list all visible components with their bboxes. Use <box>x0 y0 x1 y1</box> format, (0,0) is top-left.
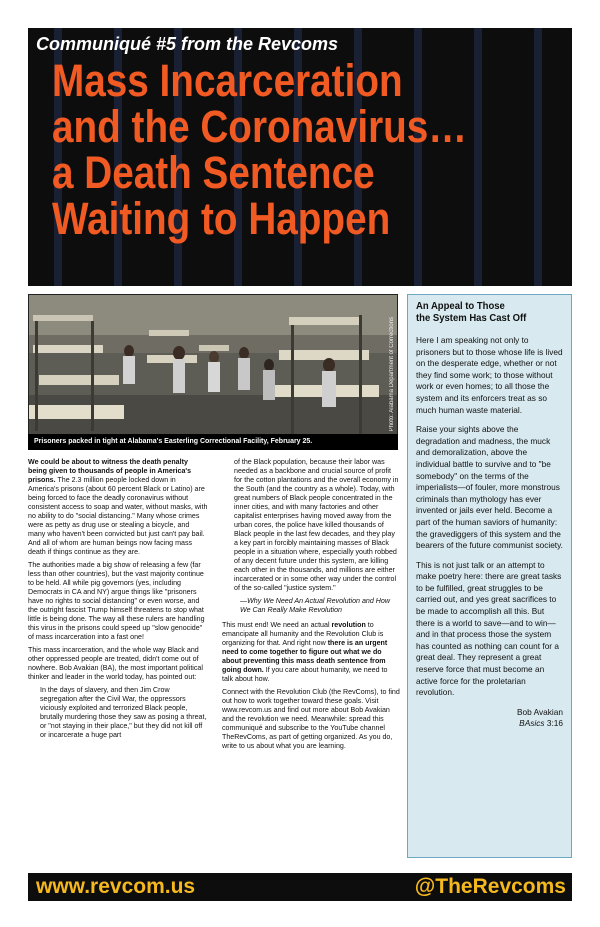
sidebar-source: BAsics 3:16 <box>519 717 563 728</box>
main-headline <box>52 55 499 244</box>
article-paragraph-4: This must end! We need an actual revolution to emancipate all humanity and the Revolution Club is organizing for that. And right now there is an urgent need to come together to figure out what we do about preventing this mass death sentence from going down. If you care about humanity, we need to talk about how. <box>222 621 388 683</box>
footer-bar <box>28 873 572 901</box>
headline-line-3: a Death Sentence <box>52 147 375 198</box>
article-column-2 <box>222 458 400 755</box>
article-paragraph-1: We could be about to witness the death penalty being given to thousands of people in America's prisons. The 2.3 million people locked down in America's prisons (about 60 percent Black or Latino) are being forced to face the deadly coronavirus without consistent access to soap and water, without masks, with no ability to do "social distancing." Many whose crimes were as petty as drug use or stealing a bicycle, and many who haven't been convicted but just can't pay bail. And all of whom are human beings now facing mass death if things continue as they are. <box>28 458 208 556</box>
prison-dormitory-image <box>29 295 398 450</box>
social-handle[interactable]: @TheRevcoms <box>414 875 566 898</box>
lead-sentence: We could be about to witness the death penalty being given to thousands of people in America's prisons. <box>28 458 192 484</box>
appeal-sidebar <box>407 294 572 858</box>
masthead-banner <box>28 28 572 286</box>
sidebar-paragraph-2: Raise your sights above the degradation and madness, the muck and demoralization, above the individual battle to survive and to "be somebody" on the terms of the imperialists—of fouler, more monstrous criminals than mythology has ever invented or jails ever held. Become a part of the human saviors of humanity: the gravediggers of this system and the bearers of the future communist society. <box>416 424 563 551</box>
prison-photo <box>28 294 398 450</box>
block-quote-part-2: of the Black population, because their labor was needed as a backbone and crucial source of profit for the cotton plantations and the overall economy in the South (and the country as a whole). Today, with great numbers of Black people concentrated in the inner cities, and with many factories and other capitalist enterprises having moved away from the urban cores, the police have killed thousands of Black people in the last few decades, and they play a key part in forcibly maintaining masses of Black people in a situation where, especially youth robbed of any decent future under this system, are killing each other in the thousands, and millions are either incarcerated or in some other way under the control of the so-called "justice system." <box>234 458 399 592</box>
block-quote-part-1: In the days of slavery, and then Jim Crow segregation after the Civil War, the oppressors viciously exploited and terrorized Black people, brutally murdering those they saw as posing a threat, or "not staying in their place," but they did not kill off or incarcerate a huge part <box>40 686 207 739</box>
photo-credit: Photo: Alabama Department of Corrections <box>389 317 395 432</box>
photo-caption: Prisoners packed in tight at Alabama's Easterling Correctional Facility, February 25. <box>28 434 398 450</box>
sidebar-paragraph-3: This is not just talk or an attempt to make poetry here: there are great tasks to be fulfilled, great struggles to be carried out, and yes great sacrifices to be made to accomplish all this. But there is a world to save—and to win—and in that process those the system has counted as nothing can count for a great deal. They represent a great reserve force that must become an active force for the proletarian revolution. <box>416 559 562 698</box>
article-paragraph-5: Connect with the Revolution Club (the RevComs), to find out how to work together toward these goals. Visit www.revcom.us and find out more about Bob Avakian and the revolution we need. Meanwhile: spread this communiqué and subscribe to the YouTube channel TheRevComs, as part of getting organized. As you do, write to us about what you are learning. <box>222 688 400 750</box>
quote-citation: —Why We Need An Actual Revolution and How We Can Really Make Revolution <box>240 597 390 614</box>
sidebar-title: An Appeal to Those the System Has Cast Off <box>416 301 527 324</box>
communique-kicker: Communiqué #5 from the Revcoms <box>36 34 339 54</box>
headline-line-1: Mass Incarceration <box>52 55 403 106</box>
sidebar-author: Bob Avakian <box>517 706 563 717</box>
article-column-1 <box>28 458 208 744</box>
article-paragraph-2: The authorities made a big show of releasing a few (far less than other countries), but the vast majority continue to be held. All while pig governors (yes, including Democrats in CA and NY) argue things like "prisoners have no rights to social distancing" or even worse, and the outright fascist Trump himself threatens to stop what little is being done. The way all these rulers are handling this virus in the prisons could speed up "slow genocide" of mass incarceration into a fast one! <box>28 561 205 641</box>
article-paragraph-3: This mass incarceration, and the whole way Black and other oppressed people are treated, didn't come out of nowhere. Bob Avakian (BA), the most important political thinker and leader in the world today, has pointed out: <box>28 646 203 681</box>
headline-line-4: Waiting to Happen <box>52 193 391 244</box>
website-link[interactable]: www.revcom.us <box>36 875 196 898</box>
sidebar-paragraph-1: Here I am speaking not only to prisoners but to those whose life is lived on the desperate edge, whether or not they find some work; to those without work or even homes; to all those the system and its enforcers treat as so much human waste material. <box>416 335 563 415</box>
headline-line-2: and the Coronavirus… <box>52 101 468 152</box>
